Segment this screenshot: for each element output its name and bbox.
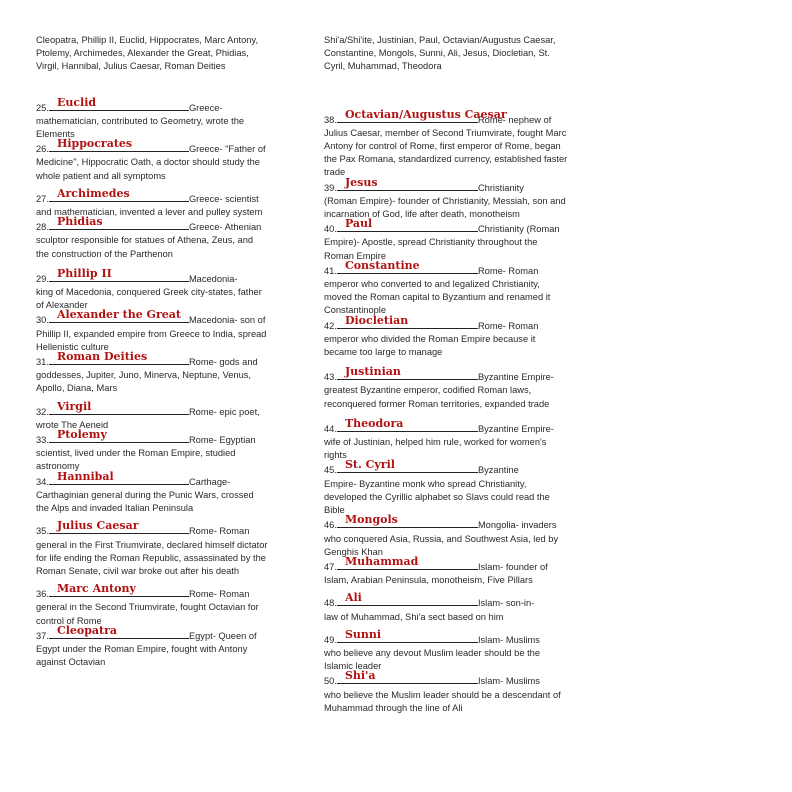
right-column: [324, 34, 568, 715]
question-item: [36, 623, 268, 670]
handwritten-answer: Cleopatra: [56, 623, 118, 637]
answer-blank[interactable]: [337, 627, 478, 643]
question-description: (Roman Empire)- founder of Christianity, Messiah, son and incarnation of God, life after death, monotheism: [324, 195, 566, 220]
question-description: Empire- Byzantine monk who spread Christianity, developed the Cyrillic alphabet so Slavs could read the Bible: [324, 478, 550, 516]
question-item: [324, 175, 568, 222]
handwritten-answer: St. Cyril: [344, 458, 395, 472]
handwritten-answer: Archimedes: [56, 186, 130, 200]
question-number: 40.: [324, 224, 337, 235]
question-number: 48.: [324, 598, 337, 609]
question-item: [36, 582, 268, 628]
question-clue: Rome- epic poet,: [188, 406, 260, 417]
handwritten-answer: Ali: [344, 591, 362, 605]
answer-blank[interactable]: [49, 469, 189, 485]
question-description: king of Macedonia, conquered Greek city-states, father of Alexander: [36, 287, 262, 311]
question-number: 44.: [324, 423, 337, 434]
question-description: who believe the Muslim leader should be a descendant of Muhammad through the line of Ali: [324, 689, 561, 713]
question-item: [36, 95, 268, 142]
question-number: 39.: [324, 182, 337, 193]
answer-blank[interactable]: [49, 519, 189, 534]
question-description: emperor who divided the Roman Empire because it became too large to manage: [324, 333, 536, 358]
question-number: 47.: [324, 561, 337, 572]
answer-blank[interactable]: [49, 428, 189, 443]
question-number: 45.: [324, 465, 337, 476]
question-description: who conquered Asia, Russia, and Southwest Asia, led by Genghis Khan: [324, 533, 559, 557]
question-item: [324, 365, 568, 411]
question-clue: Byzantine Empire-: [477, 372, 554, 383]
answer-blank[interactable]: [337, 513, 478, 528]
answer-blank[interactable]: [49, 308, 189, 323]
question-item: [324, 416, 568, 463]
question-clue: Islam- son-in-: [477, 598, 535, 609]
answer-blank[interactable]: [337, 554, 478, 570]
question-item: [36, 428, 268, 474]
question-description: goddesses, Jupiter, Juno, Minerva, Neptune, Venus, Apollo, Diana, Mars: [36, 370, 251, 394]
handwritten-answer: Muhammad: [344, 554, 419, 568]
handwritten-answer: Julius Caesar: [56, 519, 139, 533]
handwritten-answer: Paul: [344, 217, 373, 231]
question-clue: Rome- Egyptian: [188, 435, 256, 446]
question-item: [324, 513, 568, 559]
question-number: 32.: [36, 406, 49, 417]
handwritten-answer: Alexander the Great: [56, 308, 181, 322]
question-number: 35.: [36, 526, 49, 537]
handwritten-answer: Euclid: [56, 95, 97, 109]
handwritten-answer: Phidias: [56, 215, 103, 229]
question-item: [324, 458, 568, 517]
question-number: 49.: [324, 634, 337, 645]
question-clue: Islam- Muslims: [477, 676, 540, 687]
question-description: general in the Second Triumvirate, fought Octavian for control of Rome: [36, 602, 259, 626]
question-clue: Greece- "Father of: [188, 144, 266, 155]
answer-blank[interactable]: [49, 399, 189, 415]
question-number: 34.: [36, 476, 49, 487]
question-clue: Byzantine: [477, 465, 519, 476]
handwritten-answer: Constantine: [344, 258, 420, 272]
question-description: Carthaginian general during the Punic Wars, crossed the Alps and invaded Italian Peninsula: [36, 489, 254, 514]
question-clue: Mongolia- invaders: [477, 520, 557, 531]
question-number: 31.: [36, 357, 49, 368]
question-clue: Rome- Roman: [188, 589, 250, 600]
question-clue: Rome- Roman: [477, 320, 539, 331]
question-clue: Rome- gods and: [188, 357, 258, 368]
answer-blank[interactable]: [337, 258, 478, 274]
answer-blank[interactable]: [49, 266, 189, 282]
handwritten-answer: Shi'a: [344, 669, 376, 683]
question-number: 29.: [36, 273, 49, 284]
answer-blank[interactable]: [49, 186, 189, 202]
question-item: [324, 669, 568, 715]
question-clue: Egypt- Queen of: [188, 630, 257, 641]
answer-blank[interactable]: [49, 582, 189, 597]
handwritten-answer: Marc Antony: [56, 582, 136, 596]
handwritten-answer: Octavian/Augustus Caesar: [344, 107, 507, 121]
handwritten-answer: Diocletian: [344, 313, 409, 327]
word-bank: Cleopatra, Phillip II, Euclid, Hippocrates, Marc Antony, Ptolemy, Archimedes, Alexander the Great, Phidias, Virgil, Hannibal, Julius Caesar, Roman Deities: [36, 35, 259, 72]
question-number: 43.: [324, 372, 337, 383]
question-item: [36, 469, 268, 516]
answer-blank[interactable]: [49, 623, 189, 639]
answer-blank[interactable]: [337, 669, 478, 684]
question-description: and mathematician, invented a lever and pulley system: [36, 207, 263, 218]
question-description: Phillip II, expanded empire from Greece to India, spread Hellenistic culture: [36, 328, 267, 352]
question-number: 25.: [36, 102, 49, 113]
question-item: [36, 350, 268, 396]
question-clue: Christianity (Roman: [477, 224, 560, 235]
question-clue: Islam- Muslims: [477, 634, 540, 645]
question-clue: Rome- Roman: [477, 265, 539, 276]
question-clue: Rome- nephew of: [477, 114, 552, 125]
question-item: [36, 266, 268, 313]
question-item: [324, 258, 568, 318]
question-number: 50.: [324, 676, 337, 687]
question-clue: Greece- Athenian: [188, 222, 262, 233]
answer-blank[interactable]: [49, 215, 189, 230]
question-clue: Greece- scientist: [188, 193, 259, 204]
question-number: 30.: [36, 315, 49, 326]
handwritten-answer: Hannibal: [56, 469, 114, 483]
question-description: Empire)- Apostle, spread Christianity throughout the Roman Empire: [324, 237, 538, 261]
answer-blank[interactable]: [337, 217, 478, 232]
question-number: 46.: [324, 520, 337, 531]
answer-blank[interactable]: [337, 458, 478, 473]
question-description: wrote The Aeneid: [36, 419, 109, 430]
question-number: 33.: [36, 435, 49, 446]
question-description: Egypt under the Roman Empire, fought with Antony against Octavian: [36, 643, 248, 668]
answer-blank[interactable]: [337, 416, 478, 432]
question-description: Medicine", Hippocratic Oath, a doctor should study the whole patient and all symptoms: [36, 157, 260, 181]
answer-blank[interactable]: [49, 95, 189, 111]
question-description: Islam, Arabian Peninsula, monotheism, Five Pillars: [324, 575, 533, 586]
question-item: [324, 627, 568, 674]
question-description: emperor who converted to and legalized Christianity, moved the Roman capital to Byzantium and renamed it Constantinople: [324, 279, 551, 316]
handwritten-answer: Phillip II: [56, 266, 112, 280]
question-clue: Macedonia- son of: [188, 315, 266, 326]
question-item: [324, 554, 568, 587]
question-item: [36, 137, 268, 183]
handwritten-answer: Justinian: [344, 365, 401, 379]
question-description: sculptor responsible for statues of Athena, Zeus, and the construction of the Parthenon: [36, 235, 254, 259]
handwritten-answer: Sunni: [344, 627, 382, 641]
word-bank: Shi'a/Shi'ite, Justinian, Paul, Octavian/Augustus Caesar, Constantine, Mongols, Sunni, Ali, Jesus, Diocletian, St. Cyril, Muhammad, Theodora: [324, 35, 556, 72]
question-number: 41.: [324, 265, 337, 276]
answer-blank[interactable]: [337, 365, 478, 380]
question-number: 37.: [36, 630, 49, 641]
question-description: greatest Byzantine emperor, codified Roman laws, reconquered former Roman territories, expanded trade: [324, 385, 550, 409]
answer-blank[interactable]: [337, 107, 507, 123]
answer-blank[interactable]: [337, 175, 478, 191]
question-description: scientist, lived under the Roman Empire, studied astronomy: [36, 448, 236, 472]
question-number: 38.: [324, 114, 337, 125]
handwritten-answer: Theodora: [344, 416, 404, 430]
handwritten-answer: Mongols: [344, 513, 398, 527]
handwritten-answer: Hippocrates: [56, 137, 133, 151]
question-number: 28.: [36, 222, 49, 233]
question-item: [36, 308, 268, 354]
question-description: mathematician, contributed to Geometry, wrote the Elements: [36, 115, 245, 140]
question-clue: Carthage-: [188, 476, 231, 487]
handwritten-answer: Roman Deities: [56, 350, 148, 364]
question-item: [324, 313, 568, 360]
question-number: 26.: [36, 144, 49, 155]
question-item: [324, 217, 568, 263]
question-clue: Byzantine Empire-: [477, 423, 554, 434]
question-description: wife of Justinian, helped him rule, worked for women's rights: [324, 437, 547, 461]
question-item: [36, 215, 268, 261]
question-number: 27.: [36, 193, 49, 204]
question-item: [324, 107, 568, 180]
question-description: law of Muhammad, Shi'a sect based on him: [324, 611, 504, 622]
question-number: 36.: [36, 589, 49, 600]
question-clue: Macedonia-: [188, 273, 238, 284]
question-description: Julius Caesar, member of Second Triumvirate, fought Marc Antony for control of Rome, first emperor of Rome, began the Pax Romana, standardized currency, established faster trade: [324, 127, 568, 178]
handwritten-answer: Jesus: [344, 175, 378, 189]
question-clue: Greece-: [188, 102, 223, 113]
handwritten-answer: Ptolemy: [56, 428, 107, 442]
question-description: general in the First Triumvirate, declared himself dictator for life ending the Roman Republic, assassinated by the Roman Senate, civil war broke out after his death: [36, 539, 268, 576]
question-item: [36, 519, 268, 578]
question-clue: Christianity: [477, 182, 524, 193]
question-clue: Islam- founder of: [477, 561, 548, 572]
question-number: 42.: [324, 320, 337, 331]
answer-blank[interactable]: [49, 137, 189, 152]
answer-blank[interactable]: [337, 591, 478, 606]
handwritten-answer: Virgil: [56, 399, 92, 413]
question-clue: Rome- Roman: [188, 526, 250, 537]
left-column: [36, 34, 268, 669]
answer-blank[interactable]: [49, 350, 189, 365]
answer-blank[interactable]: [337, 313, 478, 329]
question-description: who believe any devout Muslim leader should be the Islamic leader: [324, 647, 541, 672]
question-item: [324, 591, 568, 623]
